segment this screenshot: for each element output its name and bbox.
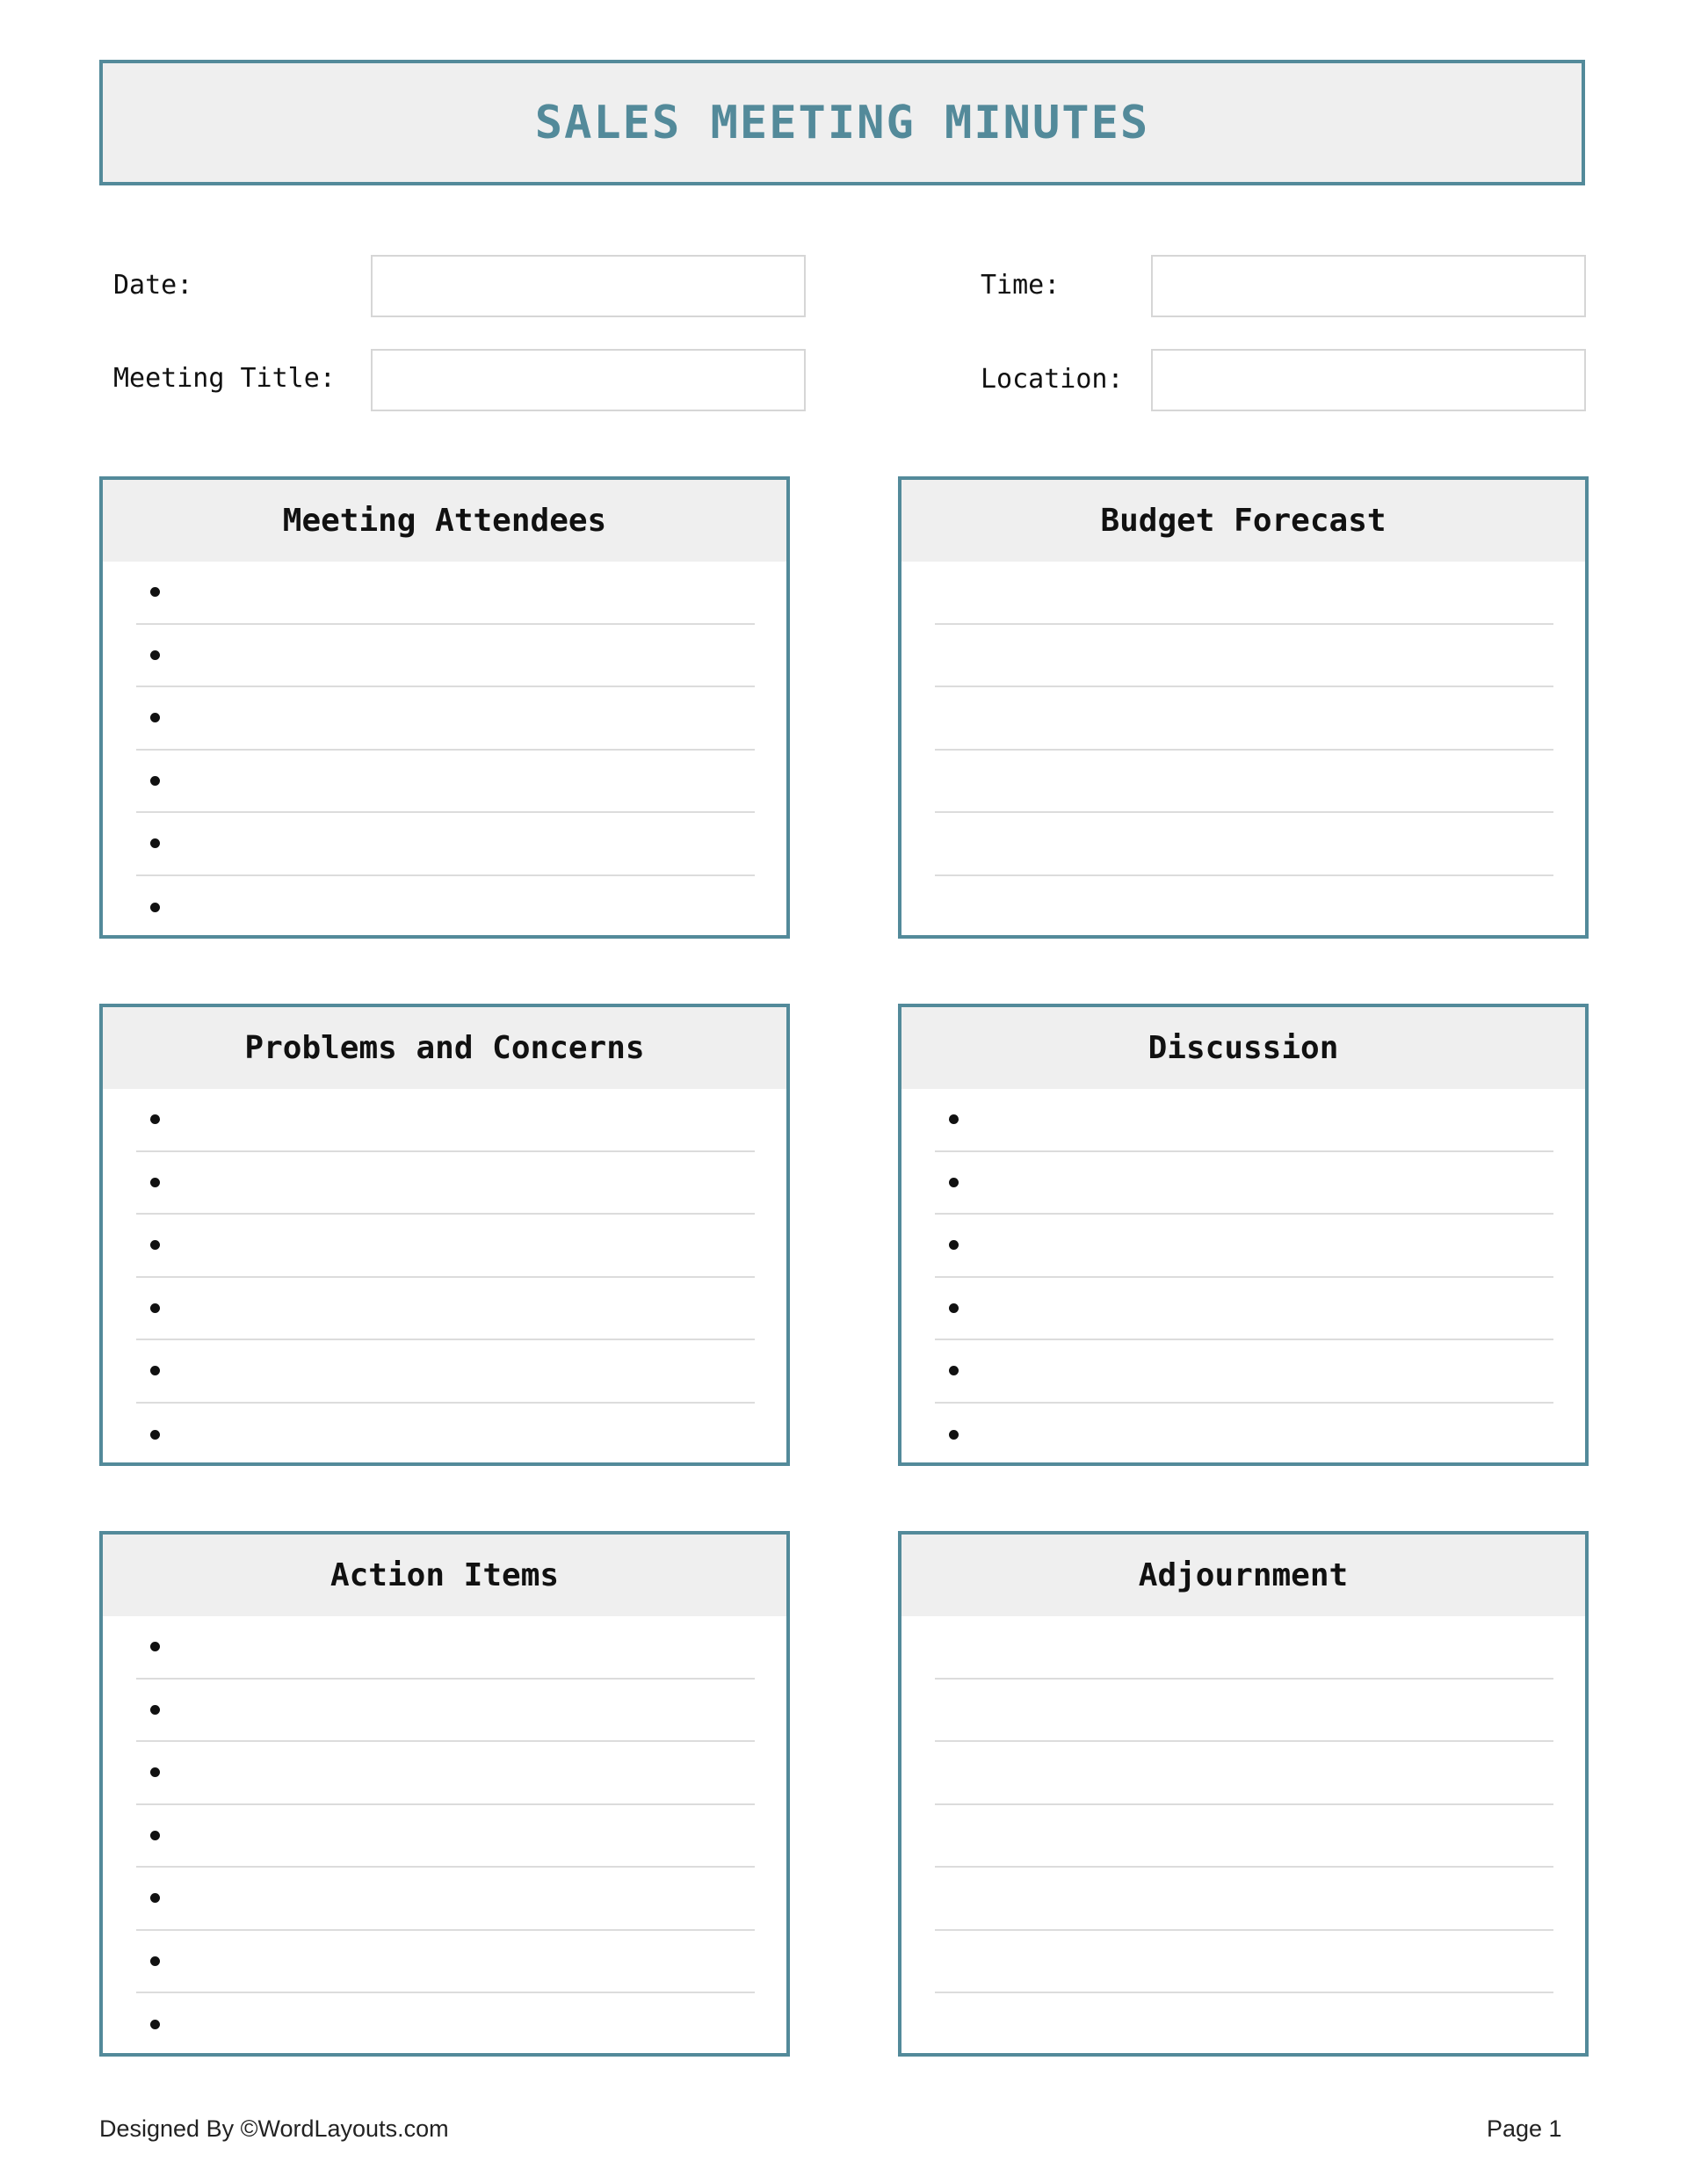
bullet-icon bbox=[150, 1956, 160, 1966]
discussion-list bbox=[901, 1089, 1585, 1466]
bullet-icon bbox=[949, 1366, 959, 1375]
panel-title: Budget Forecast bbox=[1100, 503, 1387, 539]
location-label: Location: bbox=[981, 364, 1124, 395]
location-field[interactable] bbox=[1151, 349, 1586, 411]
budget-forecast-panel bbox=[898, 476, 1589, 939]
bullet-icon bbox=[949, 1240, 959, 1250]
bullet-icon bbox=[150, 1178, 160, 1187]
bullet-icon bbox=[949, 1430, 959, 1440]
writing-line[interactable] bbox=[935, 813, 1553, 876]
list-item[interactable] bbox=[136, 1215, 755, 1278]
panel-title: Discussion bbox=[1148, 1030, 1339, 1066]
writing-line[interactable] bbox=[935, 751, 1553, 814]
list-item[interactable] bbox=[935, 1404, 1553, 1467]
page-title: SALES MEETING MINUTES bbox=[534, 96, 1150, 149]
bullet-icon bbox=[150, 587, 160, 597]
list-item[interactable] bbox=[935, 1215, 1553, 1278]
list-item[interactable] bbox=[935, 1089, 1553, 1152]
time-label: Time: bbox=[981, 270, 1061, 301]
bullet-icon bbox=[150, 1831, 160, 1840]
panel-title: Meeting Attendees bbox=[282, 503, 607, 539]
panel-header bbox=[901, 1535, 1585, 1616]
action-items-panel bbox=[99, 1531, 790, 2057]
bullet-icon bbox=[150, 1893, 160, 1903]
bullet-icon bbox=[150, 1430, 160, 1440]
bullet-icon bbox=[150, 713, 160, 722]
list-item[interactable] bbox=[136, 1742, 755, 1805]
list-item[interactable] bbox=[136, 751, 755, 814]
bullet-icon bbox=[150, 1240, 160, 1250]
meeting-title-label: Meeting Title: bbox=[113, 363, 336, 394]
panel-header bbox=[901, 1007, 1585, 1089]
list-item[interactable] bbox=[136, 1805, 755, 1868]
list-item[interactable] bbox=[136, 562, 755, 625]
bullet-icon bbox=[150, 838, 160, 848]
list-item[interactable] bbox=[136, 687, 755, 751]
writing-line[interactable] bbox=[935, 1616, 1553, 1680]
panel-title: Action Items bbox=[329, 1557, 560, 1593]
time-field[interactable] bbox=[1151, 255, 1586, 317]
writing-line[interactable] bbox=[935, 687, 1553, 751]
bullet-icon bbox=[150, 1114, 160, 1124]
writing-line[interactable] bbox=[935, 1868, 1553, 1931]
bullet-icon bbox=[949, 1178, 959, 1187]
page-number: Page 1 bbox=[1487, 2115, 1562, 2142]
list-item[interactable] bbox=[136, 1404, 755, 1467]
list-item[interactable] bbox=[136, 1340, 755, 1404]
problems-concerns-panel bbox=[99, 1004, 790, 1466]
bullet-icon bbox=[150, 2020, 160, 2029]
list-item[interactable] bbox=[136, 876, 755, 940]
writing-line[interactable] bbox=[935, 562, 1553, 625]
budget-lines bbox=[901, 562, 1585, 939]
writing-line[interactable] bbox=[935, 625, 1553, 688]
list-item[interactable] bbox=[136, 1868, 755, 1931]
bullet-icon bbox=[150, 903, 160, 912]
panel-header bbox=[103, 480, 786, 562]
panel-header bbox=[103, 1535, 786, 1616]
writing-line[interactable] bbox=[935, 1805, 1553, 1868]
panel-header bbox=[103, 1007, 786, 1089]
list-item[interactable] bbox=[136, 1616, 755, 1680]
writing-line[interactable] bbox=[935, 1931, 1553, 1994]
date-label: Date: bbox=[113, 270, 193, 301]
writing-line[interactable] bbox=[935, 1742, 1553, 1805]
meeting-title-field[interactable] bbox=[371, 349, 806, 411]
list-item[interactable] bbox=[935, 1152, 1553, 1215]
adjournment-panel bbox=[898, 1531, 1589, 2057]
footer-credit: Designed By ©WordLayouts.com bbox=[99, 2115, 449, 2142]
bullet-icon bbox=[150, 1366, 160, 1375]
bullet-icon bbox=[150, 1642, 160, 1651]
bullet-icon bbox=[949, 1114, 959, 1124]
list-item[interactable] bbox=[136, 625, 755, 688]
panel-title: Adjournment bbox=[1138, 1557, 1349, 1593]
discussion-panel bbox=[898, 1004, 1589, 1466]
panel-title: Problems and Concerns bbox=[244, 1030, 645, 1066]
writing-line[interactable] bbox=[935, 876, 1553, 940]
list-item[interactable] bbox=[935, 1340, 1553, 1404]
panel-header bbox=[901, 480, 1585, 562]
writing-line[interactable] bbox=[935, 1680, 1553, 1743]
list-item[interactable] bbox=[136, 1278, 755, 1341]
date-field[interactable] bbox=[371, 255, 806, 317]
list-item[interactable] bbox=[136, 1089, 755, 1152]
bullet-icon bbox=[949, 1303, 959, 1313]
adjournment-lines bbox=[901, 1616, 1585, 2057]
bullet-icon bbox=[150, 1767, 160, 1777]
list-item[interactable] bbox=[136, 1993, 755, 2057]
list-item[interactable] bbox=[136, 1680, 755, 1743]
meeting-attendees-panel bbox=[99, 476, 790, 939]
bullet-icon bbox=[150, 1705, 160, 1715]
list-item[interactable] bbox=[136, 1931, 755, 1994]
bullet-icon bbox=[150, 650, 160, 660]
writing-line[interactable] bbox=[935, 1993, 1553, 2057]
problems-list bbox=[103, 1089, 786, 1466]
list-item[interactable] bbox=[136, 1152, 755, 1215]
list-item[interactable] bbox=[935, 1278, 1553, 1341]
bullet-icon bbox=[150, 776, 160, 786]
bullet-icon bbox=[150, 1303, 160, 1313]
attendees-list bbox=[103, 562, 786, 939]
action-items-list bbox=[103, 1616, 786, 2057]
list-item[interactable] bbox=[136, 813, 755, 876]
title-banner bbox=[99, 60, 1585, 185]
